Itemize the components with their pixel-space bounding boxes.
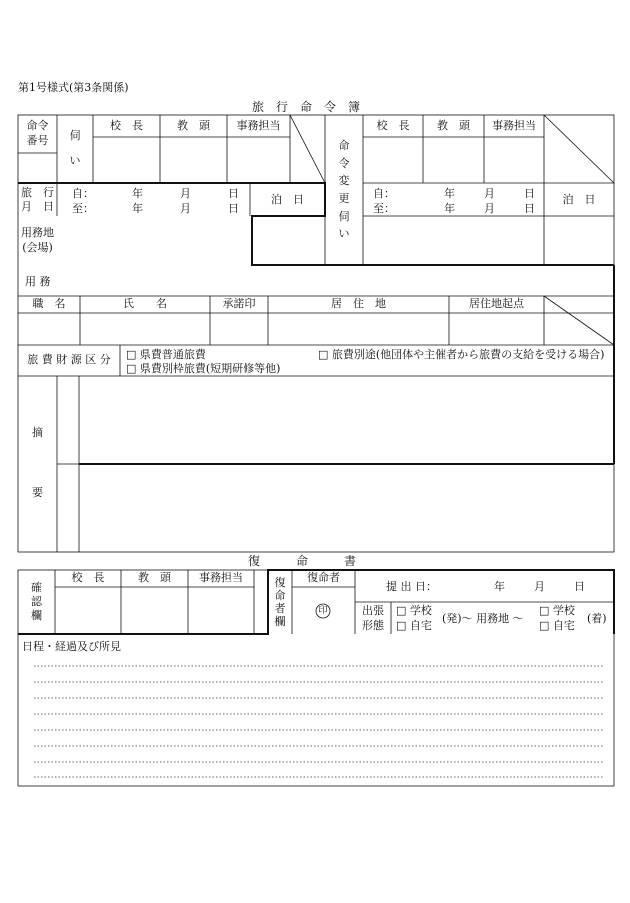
to-year: 年	[132, 202, 143, 215]
from-day: 日	[228, 187, 239, 200]
form-number: 第1号様式(第3条関係)	[18, 81, 129, 94]
change-inquiry-label: 命 令 変 更 伺 い	[338, 139, 350, 241]
residence-origin-header: 居住地起点	[469, 297, 524, 311]
business-label: 用 務	[25, 275, 51, 288]
residence-origin-field[interactable]	[449, 313, 544, 345]
itinerary-field[interactable]	[30, 656, 608, 782]
report-clerk-header: 事務担当	[199, 571, 243, 585]
change-from-year: 年	[444, 187, 455, 200]
depart-home-option[interactable]: □ 自宅	[396, 619, 432, 632]
reporter-column-label: 復 命 者 欄	[274, 575, 286, 629]
to-label: 至：	[72, 202, 94, 215]
vice-principal-header: 教 頭	[177, 118, 210, 132]
report-principal-header: 校 長	[71, 571, 105, 585]
clerk-header: 事務担当	[236, 118, 281, 132]
reporter-header: 復命者	[307, 571, 340, 585]
name-field[interactable]	[80, 313, 210, 345]
change-to-day: 日	[524, 202, 535, 215]
funding-other-option[interactable]: □ 旅費別途(他団体や主催者から旅費の支給を受ける場合)	[318, 348, 605, 361]
residence-field[interactable]	[268, 313, 449, 345]
from-label: 自：	[72, 187, 94, 200]
change-nights-label: 泊 日	[562, 192, 596, 206]
principal-header: 校 長	[110, 118, 143, 132]
submit-date-label: 提 出 日：	[386, 580, 437, 593]
itinerary-label: 日程・経過及び所見	[22, 640, 121, 653]
inquiry-label: 伺 い	[69, 129, 81, 168]
report-vice-principal-header: 教 頭	[138, 571, 171, 585]
order-number-field[interactable]	[18, 153, 57, 183]
residence-header: 居 住 地	[331, 297, 386, 311]
notes-field-upper[interactable]	[80, 377, 612, 463]
approval-seal-field[interactable]	[210, 313, 268, 345]
change-to-month: 月	[484, 202, 495, 215]
trip-form-label: 出張 形態	[362, 604, 384, 632]
nights-label: 泊 日	[271, 192, 304, 206]
clerk-seal-box[interactable]	[227, 137, 290, 183]
submit-day: 日	[574, 580, 585, 593]
change-from-label: 自：	[373, 187, 395, 200]
position-field[interactable]	[18, 313, 80, 345]
travel-dates-label: 旅 行 月 日	[21, 185, 54, 213]
arrive-school-option[interactable]: □ 学校	[539, 604, 575, 617]
page-title: 旅 行 命 令 簿	[252, 100, 361, 114]
order-number-label: 命令 番号	[26, 119, 49, 147]
change-from-day: 日	[524, 187, 535, 200]
notes-field-lower[interactable]	[80, 466, 612, 551]
notes-label-top: 摘	[32, 425, 43, 439]
submit-month: 月	[534, 580, 545, 593]
arrive-label: (着)	[587, 612, 607, 625]
depart-to-destination: (発)～ 用務地 ～	[442, 612, 524, 625]
report-principal-seal-box[interactable]	[55, 587, 121, 634]
depart-school-option[interactable]: □ 学校	[396, 604, 432, 617]
vice-principal-seal-box[interactable]	[160, 137, 227, 183]
change-clerk-header: 事務担当	[492, 118, 536, 132]
destination-label: 用務地 (会場)	[21, 226, 54, 254]
to-day: 日	[228, 202, 239, 215]
position-header: 職 名	[32, 297, 66, 311]
funding-label: 旅 費 財 源 区 分	[27, 353, 111, 367]
business-field[interactable]	[60, 267, 612, 295]
change-vice-principal-header: 教 頭	[437, 118, 470, 132]
destination-field[interactable]	[57, 218, 250, 264]
submit-year: 年	[494, 580, 505, 593]
funding-standard-option[interactable]: □ 県費普通旅費	[126, 348, 206, 361]
change-from-month: 月	[484, 187, 495, 200]
change-principal-header: 校 長	[376, 118, 410, 132]
name-header: 氏 名	[123, 297, 167, 311]
report-vice-principal-seal-box[interactable]	[121, 587, 188, 634]
to-month: 月	[180, 202, 191, 215]
arrive-home-option[interactable]: □ 自宅	[539, 619, 575, 632]
principal-seal-box[interactable]	[93, 137, 160, 183]
from-year: 年	[132, 187, 143, 200]
confirm-label: 確 認 欄	[31, 580, 42, 623]
return-report-title: 復 命 書	[248, 554, 357, 568]
seal-mark: 印	[318, 605, 328, 616]
change-to-label: 至：	[373, 202, 395, 215]
notes-label-bottom: 要	[32, 485, 43, 499]
funding-special-option[interactable]: □ 県費別枠旅費(短期研修等他)	[126, 362, 281, 375]
from-month: 月	[180, 187, 191, 200]
change-to-year: 年	[444, 202, 455, 215]
approval-seal-header: 承諾印	[222, 297, 256, 311]
report-clerk-seal-box[interactable]	[188, 587, 254, 634]
